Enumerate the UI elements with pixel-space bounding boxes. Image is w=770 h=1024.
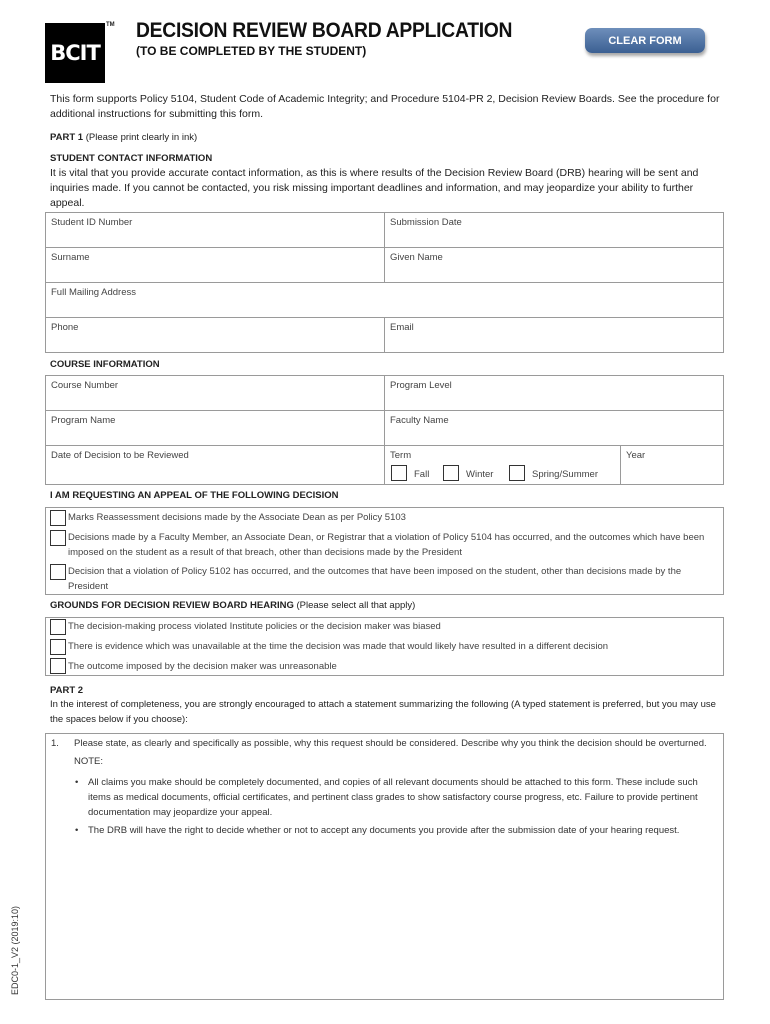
part2-text: In the interest of completeness, you are strongly encouraged to attach a statement summarizing the following (A typed statement is preferred, but you may use the spaces below if you choose):	[50, 699, 716, 725]
appeal-option-1-checkbox[interactable]	[50, 510, 66, 526]
bullet-1-text: All claims you make should be completely documented, and copies of all relevant documents should be attached to this form. These include such items as medical documents, official certificates, and pertinent class grades to show satisfactory course progress, etc. Failure to provide pertinent documentation may jeopardize your appeal.	[88, 777, 698, 818]
program-name-label: Program Name	[51, 415, 116, 426]
appeal-options-box	[45, 507, 724, 595]
email-field[interactable]	[385, 318, 723, 352]
form-subtitle: (TO BE COMPLETED BY THE STUDENT)	[136, 44, 367, 58]
address-label: Full Mailing Address	[51, 287, 137, 298]
bcit-logo: BCIT	[45, 23, 105, 83]
grounds-option-2-checkbox[interactable]	[50, 639, 66, 655]
term-spring-summer-label: Spring/Summer	[532, 469, 598, 480]
form-code: EDC0-1_V2 (2019:10)	[10, 905, 20, 995]
term-fall-checkbox[interactable]	[391, 465, 407, 481]
question-number: 1.	[51, 738, 59, 749]
grounds-heading-note: (Please select all that apply)	[293, 600, 416, 611]
statement-box[interactable]	[45, 733, 724, 1000]
contact-heading: STUDENT CONTACT INFORMATION	[50, 153, 213, 164]
bullet-2-text: The DRB will have the right to decide whether or not to accept any documents you provide after the submission date of your hearing request.	[88, 825, 680, 836]
appeal-option-3-checkbox[interactable]	[50, 564, 66, 580]
bullet-2-marker: •	[75, 825, 79, 836]
surname-field[interactable]	[46, 248, 385, 283]
grounds-heading	[50, 598, 415, 613]
part2-heading: PART 2	[50, 685, 84, 696]
year-label: Year	[626, 450, 646, 461]
term-fall-label: Fall	[414, 469, 430, 480]
course-heading: COURSE INFORMATION	[50, 359, 160, 370]
address-field[interactable]	[46, 283, 723, 318]
grounds-option-1-label: The decision-making process violated Institute policies or the decision maker was biased	[68, 621, 441, 632]
program-name-field[interactable]	[46, 411, 385, 446]
year-field[interactable]	[621, 446, 723, 484]
email-label: Email	[390, 322, 414, 333]
grounds-option-3-checkbox[interactable]	[50, 658, 66, 674]
part1-heading	[50, 130, 197, 145]
grounds-options-box	[45, 617, 724, 676]
submission-date-field[interactable]	[385, 213, 723, 248]
term-winter-label: Winter	[466, 469, 494, 480]
student-id-field[interactable]	[46, 213, 385, 248]
grounds-option-1-checkbox[interactable]	[50, 619, 66, 635]
appeal-option-1-label: Marks Reassessment decisions made by the Associate Dean as per Policy 5103	[68, 512, 406, 523]
program-level-field[interactable]	[385, 376, 723, 411]
phone-field[interactable]	[46, 318, 385, 352]
given-name-field[interactable]	[385, 248, 723, 283]
contact-text: It is vital that you provide accurate contact information, as this is where results of the Decision Review Board (DRB) hearing will be sent and inquiries made. If you cannot be contacted, you risk missing important deadlines and information, and may jeopardize your ability to further appeal.	[50, 167, 699, 209]
faculty-name-label: Faculty Name	[390, 415, 449, 426]
contact-table	[45, 212, 724, 353]
phone-label: Phone	[51, 322, 79, 333]
appeal-option-3-label: Decision that a violation of Policy 5102 has occurred, and the outcomes that have been imposed on the student, other than decisions made by the President	[68, 566, 682, 592]
term-label: Term	[390, 450, 412, 461]
submission-date-label: Submission Date	[390, 217, 462, 228]
given-name-label: Given Name	[390, 252, 443, 263]
grounds-option-3-label: The outcome imposed by the decision maker was unreasonable	[68, 661, 337, 672]
course-table	[45, 375, 724, 485]
form-title: DECISION REVIEW BOARD APPLICATION	[136, 19, 513, 42]
program-level-label: Program Level	[390, 380, 452, 391]
appeal-option-2-checkbox[interactable]	[50, 530, 66, 546]
part1-note: (Please print clearly in ink)	[83, 132, 198, 143]
part1-label: PART 1	[50, 132, 84, 143]
surname-label: Surname	[51, 252, 90, 263]
appeal-heading: I AM REQUESTING AN APPEAL OF THE FOLLOWING DECISION	[50, 490, 339, 501]
course-number-field[interactable]	[46, 376, 385, 411]
question-text: Please state, as clearly and specifically as possible, why this request should be considered. Describe why you think the decision should be overturned.	[74, 738, 707, 749]
note-label: NOTE:	[74, 756, 104, 767]
grounds-option-2-label: There is evidence which was unavailable at the time the decision was made that would likely have resulted in a different decision	[68, 641, 609, 652]
course-number-label: Course Number	[51, 380, 119, 391]
term-winter-checkbox[interactable]	[443, 465, 459, 481]
grounds-heading-label: GROUNDS FOR DECISION REVIEW BOARD HEARING	[50, 600, 294, 611]
decision-date-label: Date of Decision to be Reviewed	[51, 450, 189, 461]
appeal-option-2-label: Decisions made by a Faculty Member, an Associate Dean, or Registrar that a violation of Policy 5104 has occurred, and the outcomes which have been imposed on the student as a result of that breach, other than decisions made by the President	[68, 532, 705, 558]
student-id-label: Student ID Number	[51, 217, 133, 228]
faculty-name-field[interactable]	[385, 411, 723, 446]
bullet-1-marker: •	[75, 777, 79, 788]
clear-form-button[interactable]: CLEAR FORM	[585, 28, 705, 53]
term-field	[385, 446, 621, 484]
trademark-mark: TM	[106, 22, 115, 28]
decision-date-field[interactable]	[46, 446, 385, 484]
intro-text: This form supports Policy 5104, Student Code of Academic Integrity; and Procedure 5104-PR 2, Decision Review Boards. See the procedure for additional instructions for submitting this form.	[50, 93, 720, 120]
term-spring-summer-checkbox[interactable]	[509, 465, 525, 481]
